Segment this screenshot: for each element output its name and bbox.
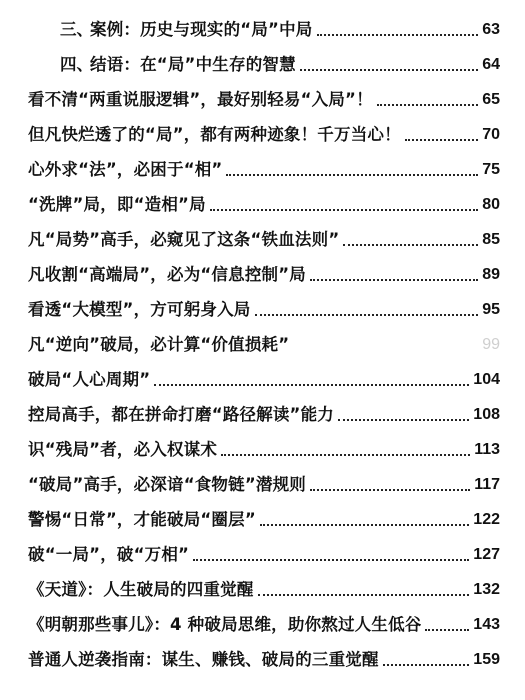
toc-entry-title: 普通人逆袭指南：谋生、赚钱、破局的三重觉醒: [28, 650, 379, 669]
dot-leader: [425, 629, 469, 631]
toc-entry-title: 看不清“两重说服逻辑”，最好别轻易“入局”！: [28, 90, 373, 109]
dot-leader: [317, 34, 479, 36]
toc-entry-title: “洗牌”局，即“造相”局: [28, 195, 206, 214]
toc-entry-title: 破局“人心周期”: [28, 370, 151, 389]
toc-entry-title: 但凡快烂透了的“局”，都有两种迹象！千万当心！: [28, 125, 401, 144]
toc-entry-title: 《明朝那些事儿》：4 种破局思维，助你熬过人生低谷: [28, 615, 422, 634]
dot-leader: [258, 594, 470, 596]
toc-entry-title: 破“一局”，破“万相”: [28, 545, 190, 564]
dot-leader: [343, 244, 478, 246]
toc-entry-page: 127: [473, 546, 500, 563]
toc-entry-page: 117: [474, 476, 500, 493]
toc-entry: [28, 294, 500, 320]
toc-entry-page: 80: [482, 196, 500, 213]
toc-entry-title: 凡“局势”高手，必窥见了这条“铁血法则”: [28, 230, 340, 249]
toc-entry-page: 89: [482, 266, 500, 283]
toc-entry: [28, 399, 500, 425]
toc-entry-page: 113: [474, 441, 500, 458]
dot-leader: [405, 139, 478, 141]
toc-entry: [28, 609, 500, 635]
toc-entry-title: 案例：历史与现实的“局”中局: [90, 20, 313, 39]
dot-leader: [221, 454, 470, 456]
toc-entry-page: 132: [473, 581, 500, 598]
toc-entry-title: “破局”高手，必深谙“食物链”潜规则: [28, 475, 306, 494]
toc-entry-page: 143: [473, 616, 500, 633]
toc-entry-title: 凡“逆向”破局，必计算“价值损耗”: [28, 335, 290, 354]
toc-entry: [60, 49, 500, 75]
toc-entry-page: 122: [473, 511, 500, 528]
dot-leader: [154, 384, 469, 386]
toc-entry: [28, 154, 500, 180]
toc-entry: [28, 644, 500, 670]
toc-entry-page: 95: [482, 301, 500, 318]
dot-leader: [226, 174, 478, 176]
toc-entry-page: 159: [473, 651, 500, 668]
dot-leader: [255, 314, 479, 316]
toc-entry: [28, 539, 500, 565]
toc-entry-page: 85: [482, 231, 500, 248]
toc-entry-number: 三、: [60, 20, 93, 39]
toc-entry: [60, 14, 500, 40]
toc-entry-title: 《天道》：人生破局的四重觉醒: [28, 580, 254, 599]
toc-entry-title: 看透“大模型”，方可躬身入局: [28, 300, 251, 319]
toc-entry-number: 四、: [60, 55, 93, 74]
toc-entry-title: 凡收割“高端局”，必为“信息控制”局: [28, 265, 306, 284]
toc-entry: [28, 259, 500, 285]
toc-entry: [28, 434, 500, 460]
toc-entry-page: 70: [482, 126, 500, 143]
toc-entry: [28, 364, 500, 390]
toc-entry-page: 108: [473, 406, 500, 423]
toc-entry: [28, 574, 500, 600]
dot-leader: [210, 209, 478, 211]
toc-entry-page: 64: [482, 56, 500, 73]
dot-leader: [310, 279, 478, 281]
toc-entry-page: 63: [482, 21, 500, 38]
toc-entry-page: 104: [473, 371, 500, 388]
toc-entry-page: 75: [482, 161, 500, 178]
toc-entry: [28, 224, 500, 250]
toc-entry: [28, 469, 500, 495]
toc-entry-title: 控局高手，都在拼命打磨“路径解读”能力: [28, 405, 334, 424]
dot-leader: [260, 524, 469, 526]
toc-entry-page: 99: [482, 336, 500, 353]
dot-leader: [193, 559, 469, 561]
toc-entry: [28, 189, 500, 215]
toc-entry: [28, 119, 500, 145]
dot-leader: [338, 419, 469, 421]
toc-entry-title: 心外求“法”，必困于“相”: [28, 160, 223, 179]
dot-leader: [383, 664, 470, 666]
dot-leader: [300, 69, 478, 71]
toc-entry: [28, 329, 500, 355]
dot-leader: [377, 104, 478, 106]
toc-entry-title: 识“残局”者，必入权谋术: [28, 440, 218, 459]
dot-leader: [310, 489, 470, 491]
toc-entry-title: 结语：在“局”中生存的智慧: [90, 55, 296, 74]
toc-entry-title: 警惕“日常”，才能破局“圈层”: [28, 510, 256, 529]
toc-entry-page: 65: [482, 91, 500, 108]
toc-entry: [28, 84, 500, 110]
toc-entry: [28, 504, 500, 530]
